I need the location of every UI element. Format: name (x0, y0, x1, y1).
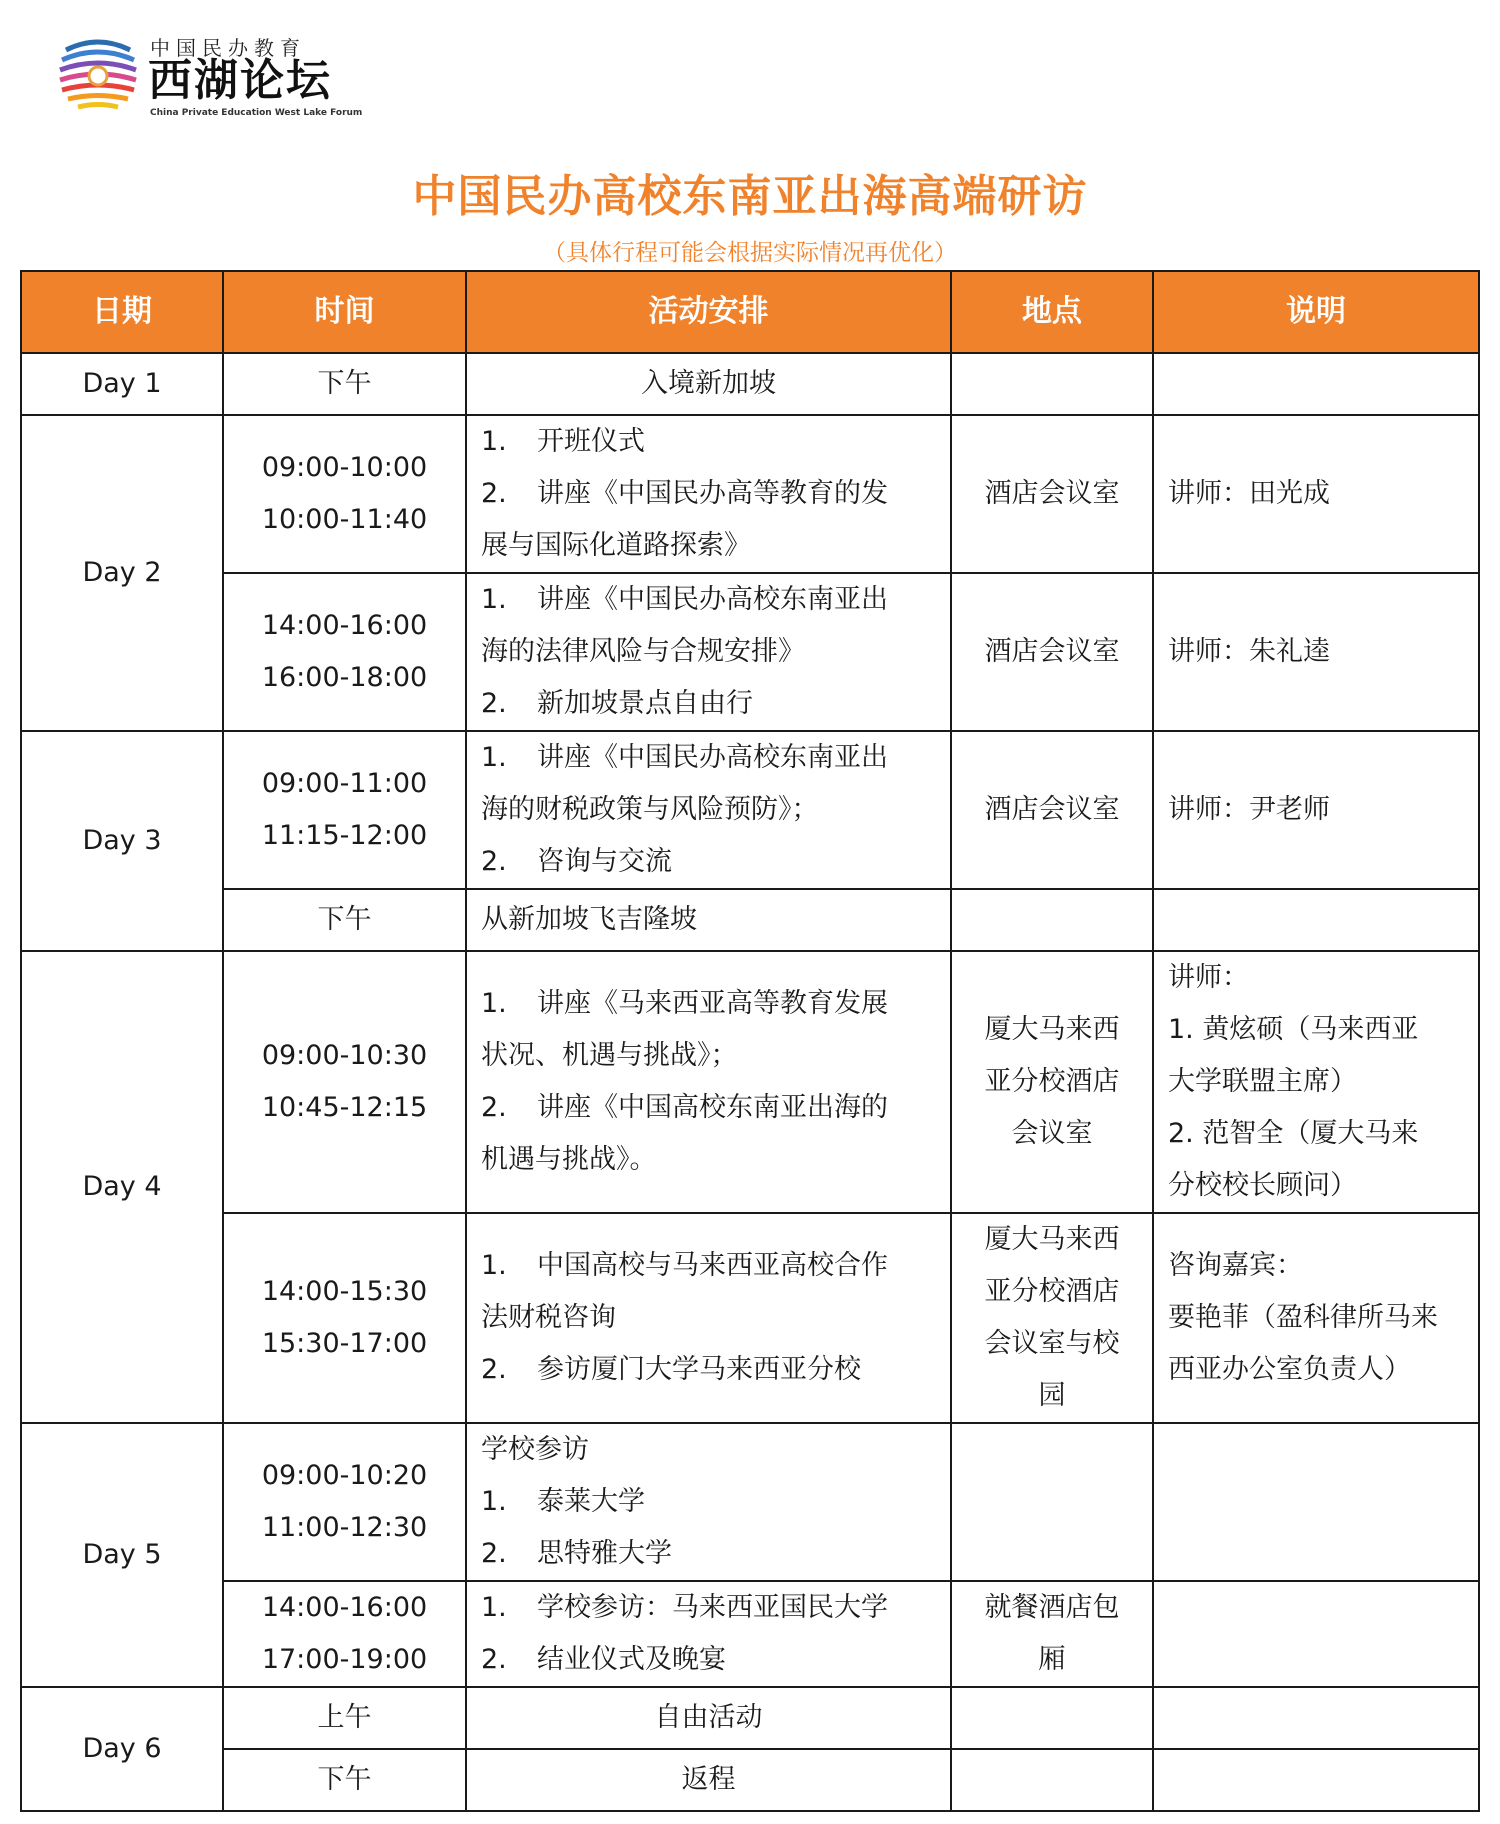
header-location: 地点 (951, 271, 1153, 353)
note-cell (1153, 353, 1479, 415)
time-cell: 14:00-16:00 16:00-18:00 (223, 573, 466, 731)
table-row (21, 1687, 1479, 1749)
activity-cell: 1. 学校参访：马来西亚国民大学 2. 结业仪式及晚宴 (466, 1581, 951, 1687)
note-cell: 讲师： 1. 黄炫硕（马来西亚 大学联盟主席） 2. 范智全（厦大马来 分校校长顾问） (1153, 951, 1479, 1213)
time-cell: 09:00-10:00 10:00-11:40 (223, 415, 466, 573)
table-row (21, 415, 1479, 573)
itinerary-table (20, 270, 1480, 1812)
activity-cell: 1. 讲座《中国民办高校东南亚出 海的财税政策与风险预防》； 2. 咨询与交流 (466, 731, 951, 889)
table-row (21, 353, 1479, 415)
activity-cell: 入境新加坡 (466, 353, 951, 415)
day-cell: Day 4 (21, 951, 223, 1423)
activity-cell: 1. 中国高校与马来西亚高校合作 法财税咨询 2. 参访厦门大学马来西亚分校 (466, 1213, 951, 1423)
activity-cell: 1. 讲座《中国民办高校东南亚出 海的法律风险与合规安排》 2. 新加坡景点自由行 (466, 573, 951, 731)
note-cell (1153, 1687, 1479, 1749)
time-cell: 09:00-10:30 10:45-12:15 (223, 951, 466, 1213)
note-cell (1153, 1749, 1479, 1811)
table-row (21, 1423, 1479, 1581)
time-cell: 14:00-16:00 17:00-19:00 (223, 1581, 466, 1687)
logo-emblem-icon (58, 32, 138, 110)
location-cell (951, 1749, 1153, 1811)
note-cell (1153, 889, 1479, 951)
note-cell: 咨询嘉宾： 要艳菲（盈科律所马来 西亚办公室负责人） (1153, 1213, 1479, 1423)
table-row (21, 731, 1479, 889)
location-cell (951, 353, 1153, 415)
time-cell: 下午 (223, 889, 466, 951)
location-cell: 就餐酒店包 厢 (951, 1581, 1153, 1687)
location-cell (951, 889, 1153, 951)
day-cell: Day 3 (21, 731, 223, 951)
time-cell: 上午 (223, 1687, 466, 1749)
time-cell: 14:00-15:30 15:30-17:00 (223, 1213, 466, 1423)
table-row (21, 1581, 1479, 1687)
header-date: 日期 (21, 271, 223, 353)
location-cell: 酒店会议室 (951, 731, 1153, 889)
time-cell: 下午 (223, 1749, 466, 1811)
logo-org-text: 中国民办教育 (150, 36, 306, 60)
day-cell: Day 5 (21, 1423, 223, 1687)
header-activity: 活动安排 (466, 271, 951, 353)
activity-cell: 自由活动 (466, 1687, 951, 1749)
logo (58, 30, 363, 130)
location-cell (951, 1423, 1153, 1581)
location-cell (951, 1687, 1153, 1749)
note-cell: 讲师：尹老师 (1153, 731, 1479, 889)
note-cell (1153, 1423, 1479, 1581)
page-title: 中国民办高校东南亚出海高端研访 (412, 171, 1088, 222)
activity-cell: 从新加坡飞吉隆坡 (466, 889, 951, 951)
location-cell: 厦大马来西 亚分校酒店 会议室与校 园 (951, 1213, 1153, 1423)
table-row (21, 1213, 1479, 1423)
table-row (21, 573, 1479, 731)
day-cell: Day 1 (21, 353, 223, 415)
table-row (21, 1749, 1479, 1811)
day-cell: Day 6 (21, 1687, 223, 1811)
logo-english-text: China Private Education West Lake Forum (150, 108, 363, 118)
note-cell (1153, 1581, 1479, 1687)
note-cell: 讲师：朱礼逵 (1153, 573, 1479, 731)
table-header-row (21, 271, 1479, 353)
header-time: 时间 (223, 271, 466, 353)
header-note: 说明 (1153, 271, 1479, 353)
day-cell: Day 2 (21, 415, 223, 731)
table-row (21, 889, 1479, 951)
page-subtitle: （具体行程可能会根据实际情况再优化） (543, 240, 957, 266)
location-cell: 厦大马来西 亚分校酒店 会议室 (951, 951, 1153, 1213)
note-cell: 讲师：田光成 (1153, 415, 1479, 573)
time-cell: 09:00-10:20 11:00-12:30 (223, 1423, 466, 1581)
logo-name-text: 西湖论坛 (148, 55, 332, 106)
time-cell: 下午 (223, 353, 466, 415)
activity-cell: 返程 (466, 1749, 951, 1811)
time-cell: 09:00-11:00 11:15-12:00 (223, 731, 466, 889)
activity-cell: 学校参访 1. 泰莱大学 2. 思特雅大学 (466, 1423, 951, 1581)
table-row (21, 951, 1479, 1213)
location-cell: 酒店会议室 (951, 573, 1153, 731)
location-cell: 酒店会议室 (951, 415, 1153, 573)
activity-cell: 1. 讲座《马来西亚高等教育发展 状况、机遇与挑战》； 2. 讲座《中国高校东南亚出海的 机遇与挑战》。 (466, 951, 951, 1213)
activity-cell: 1. 开班仪式 2. 讲座《中国民办高等教育的发 展与国际化道路探索》 (466, 415, 951, 573)
